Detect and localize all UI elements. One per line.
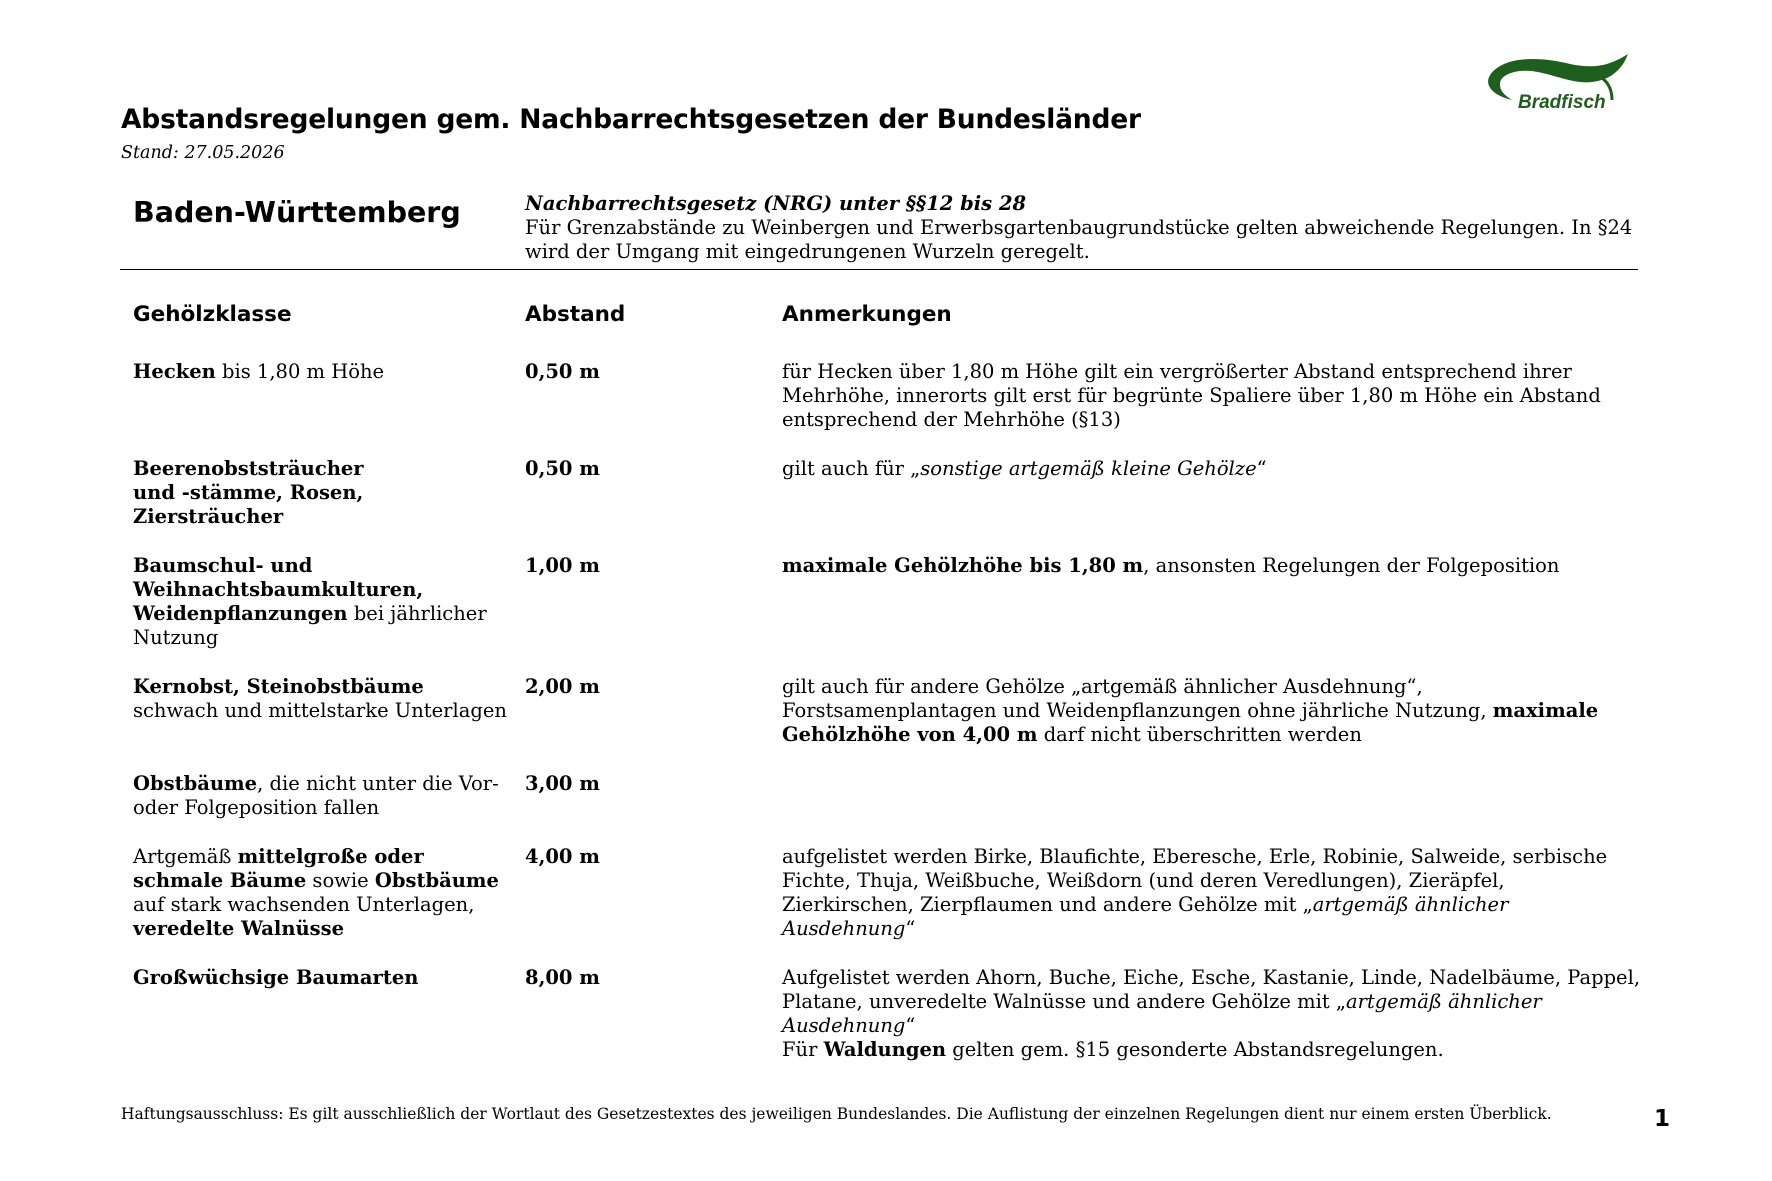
document-date: Stand: 27.05.2026 xyxy=(121,143,285,163)
logo-wordmark: Bradfisch xyxy=(1518,92,1606,113)
bold-text: Obstbäume xyxy=(374,869,499,892)
woody-class-cell: Kernobst, Steinobstbäume schwach und mittelstarke Unterlagen xyxy=(133,675,507,722)
woody-class-cell: Hecken bis 1,80 m Höhe xyxy=(133,360,385,383)
law-title: Nachbarrechtsgesetz (NRG) unter §§12 bis 28 xyxy=(525,192,1027,215)
bold-text: Kernobst, Steinobstbäume xyxy=(133,675,424,698)
bold-text: Großwüchsige Baumarten xyxy=(133,966,419,989)
column-header-distance: Abstand xyxy=(525,302,626,327)
distance-cell: 2,00 m xyxy=(525,675,600,698)
woody-class-cell xyxy=(133,966,513,990)
section-divider xyxy=(120,269,1638,270)
page-title: Abstandsregelungen gem. Nachbarrechtsgesetzen der Bundesländer xyxy=(121,104,1141,135)
bold-text: Beerenobststräucher xyxy=(133,457,364,480)
woody-class-cell: Obstbäume, die nicht unter die Vor- oder Folgeposition fallen xyxy=(133,772,499,819)
notes-cell: für Hecken über 1,80 m Höhe gilt ein vergrößerter Abstand entsprechend ihrer Mehrhöhe, innerorts gilt erst für begrünte Spaliere über 1,80 m Höhe ein Abstand entsprechend der Mehrhöhe (§13) xyxy=(782,360,1601,431)
notes-cell: aufgelistet werden Birke, Blaufichte, Eberesche, Erle, Robinie, Salweide, serbische Fichte, Thuja, Weißbuche, Weißdorn (und deren Veredlungen), Zieräpfel, Zierkirschen, Zierpflaumen und andere Gehölze mit „artgemäß ähnlicher Ausdehnung“ xyxy=(782,845,1608,940)
bold-text: Weidenpflanzungen xyxy=(133,602,348,625)
notes-cell: gilt auch für „sonstige artgemäß kleine Gehölze“ xyxy=(782,457,1267,480)
bold-text: maximale Gehölzhöhe bis 1,80 m xyxy=(782,554,1144,577)
notes-cell: maximale Gehölzhöhe bis 1,80 m, ansonsten Regelungen der Folgeposition xyxy=(782,554,1560,577)
bold-text: maximale Gehölzhöhe von 4,00 m xyxy=(782,699,1599,746)
disclaimer-footer: Haftungsausschluss: Es gilt ausschließlich der Wortlaut des Gesetzestextes des jeweiligen Bundeslandes. Die Auflistung der einzelnen Regelungen dient nur einem ersten Überblick. xyxy=(121,1105,1552,1123)
bold-text: veredelte Walnüsse xyxy=(133,917,345,940)
column-header-class: Gehölzklasse xyxy=(133,302,292,327)
woody-class-cell xyxy=(133,457,513,529)
bold-text: schmale Bäume xyxy=(133,869,307,892)
bold-text: Ziersträucher xyxy=(133,505,284,528)
law-note: Für Grenzabstände zu Weinbergen und Erwerbsgartenbaugrundstücke gelten abweichende Regelungen. In §24 wird der Umgang mit eingedrungenen Wurzeln geregelt. xyxy=(525,216,1633,263)
italic-text: artgemäß ähnlicher Ausdehnung xyxy=(782,893,1509,940)
column-header-notes: Anmerkungen xyxy=(782,302,952,327)
notes-cell: gilt auch für andere Gehölze „artgemäß ähnlicher Ausdehnung“, Forstsamenplantagen und Weidenpflanzungen ohne jährliche Nutzung, maximale Gehölzhöhe von 4,00 m darf nicht überschritten werden xyxy=(782,675,1599,746)
woody-class-cell: Baumschul- und Weihnachtsbaumkulturen, Weidenpflanzungen bei jährlicher Nutzung xyxy=(133,554,487,649)
distance-cell: 0,50 m xyxy=(525,360,600,383)
distance-cell: 4,00 m xyxy=(525,845,600,868)
distance-cell: 3,00 m xyxy=(525,772,600,795)
distance-cell: 8,00 m xyxy=(525,966,600,989)
bradfisch-logo xyxy=(1478,48,1642,120)
woody-class-cell: Artgemäß mittelgroße oder schmale Bäume sowie Obstbäume auf stark wachsenden Unterlagen, veredelte Walnüsse xyxy=(133,845,499,940)
page-number: 1 xyxy=(1654,1106,1671,1132)
bold-text: Weihnachtsbaumkulturen, xyxy=(133,578,424,601)
bold-text: Hecken xyxy=(133,360,216,383)
bold-text: Baumschul- und xyxy=(133,554,313,577)
italic-text: artgemäß ähnlicher Ausdehnung xyxy=(782,990,1542,1037)
italic-text: sonstige artgemäß kleine Gehölze xyxy=(920,457,1257,480)
bold-text: und -stämme, Rosen, xyxy=(133,481,364,504)
bold-text: Obstbäume xyxy=(133,772,258,795)
state-heading: Baden-Württemberg xyxy=(133,196,461,229)
bold-text: mittelgroße oder xyxy=(237,845,424,868)
law-reference xyxy=(525,192,1645,264)
notes-cell: Aufgelistet werden Ahorn, Buche, Eiche, Esche, Kastanie, Linde, Nadelbäume, Pappel, Platane, unveredelte Walnüsse und andere Gehölze mit „artgemäß ähnlicher Ausdehnung“ Für Waldungen gelten gem. §15 gesonderte Abstandsregelungen. xyxy=(782,966,1641,1061)
bold-text: Waldungen xyxy=(823,1038,947,1061)
distance-cell: 1,00 m xyxy=(525,554,600,577)
distance-cell: 0,50 m xyxy=(525,457,600,480)
